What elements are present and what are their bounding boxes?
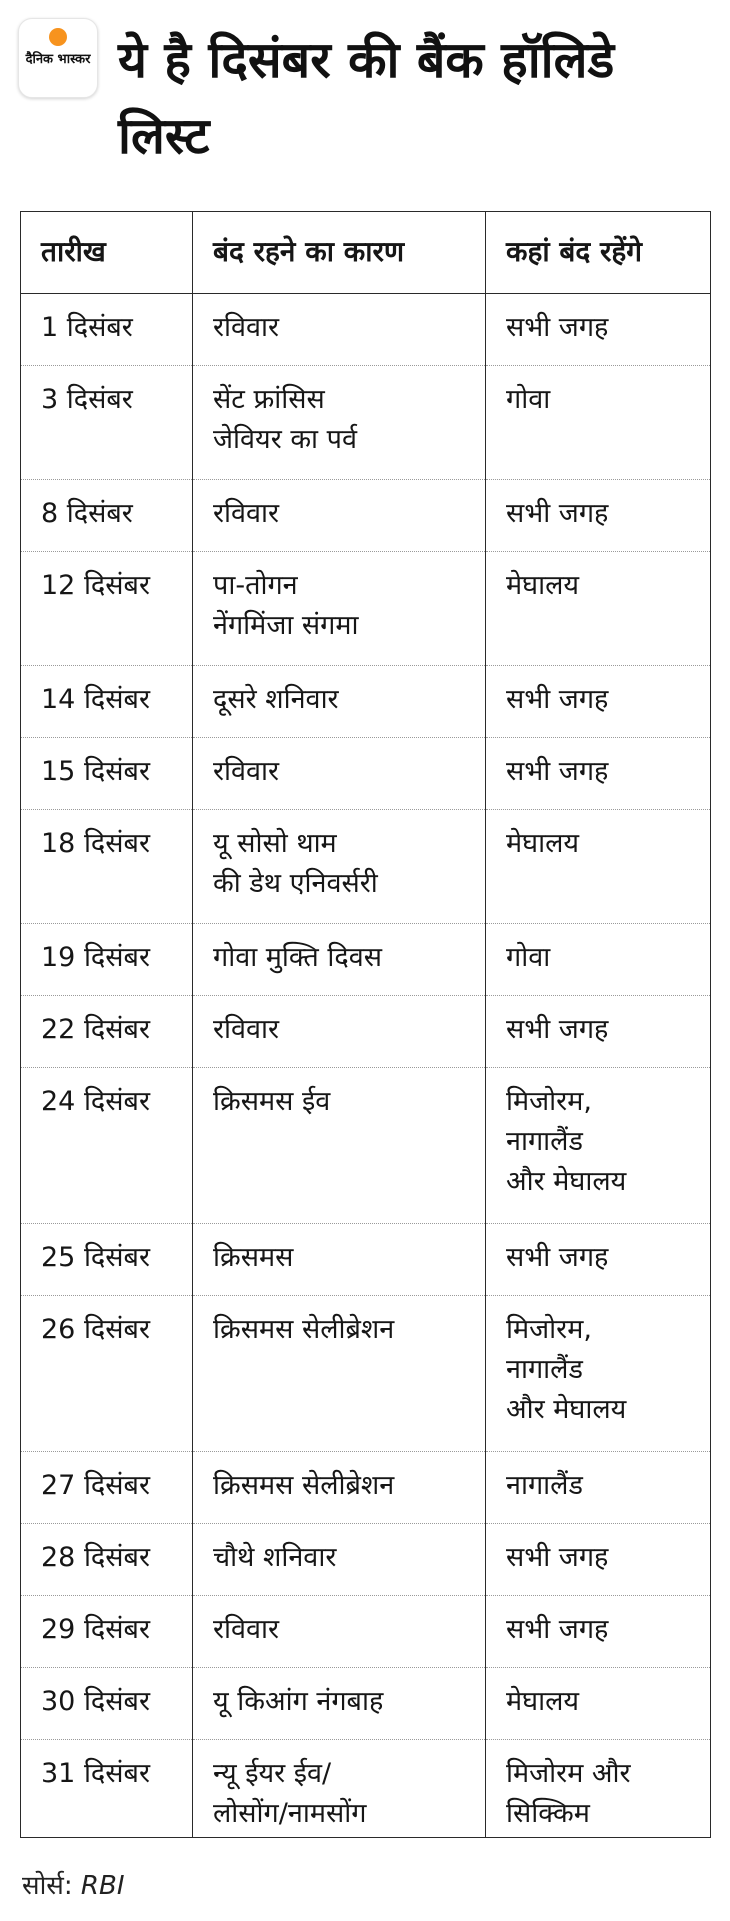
table-row [21,1452,711,1524]
cell-where [486,1740,711,1838]
header [0,0,730,208]
cell-reason [193,924,486,996]
cell-reason-line: यू किआंग नंगबाह [213,1686,384,1717]
cell-reason [193,666,486,738]
cell-where-line: मेघालय [506,570,580,601]
cell-where [486,738,711,810]
cell-where-line: मेघालय [506,828,580,859]
cell-where [486,924,711,996]
cell-date: 18 दिसंबर [21,810,193,924]
cell-where [486,1596,711,1668]
cell-reason [193,552,486,666]
table-row [21,738,711,810]
cell-reason-line: पा-तोगन [213,570,298,601]
cell-where-line: और मेघालय [506,1394,627,1425]
cell-where-line: मिजोरम, [506,1086,592,1117]
cell-where [486,996,711,1068]
cell-reason-line: नेंगमिंजा संगमा [213,610,359,641]
table-row [21,666,711,738]
cell-where-line: सभी जगह [506,498,609,529]
cell-date: 26 दिसंबर [21,1296,193,1452]
cell-reason-line: रविवार [213,756,280,787]
cell-where-line: सिक्किम [506,1798,590,1829]
cell-date: 31 दिसंबर [21,1740,193,1838]
cell-reason-line: क्रिसमस ईव [213,1086,331,1117]
table-row [21,366,711,480]
cell-where [486,1296,711,1452]
cell-reason-line: की डेथ एनिवर्सरी [213,868,378,899]
cell-where-line: नागालैंड [506,1126,583,1157]
cell-reason [193,1596,486,1668]
table-row [21,1224,711,1296]
cell-date: 29 दिसंबर [21,1596,193,1668]
cell-date: 25 दिसंबर [21,1224,193,1296]
source-name: RBI [80,1871,125,1901]
cell-reason-line: रविवार [213,1014,280,1045]
cell-date: 15 दिसंबर [21,738,193,810]
column-header-reason: बंद रहने का कारण [193,212,486,294]
cell-reason-line: रविवार [213,1614,280,1645]
cell-reason-line: दूसरे शनिवार [213,684,339,715]
cell-reason [193,1740,486,1838]
cell-where-line: सभी जगह [506,1542,609,1573]
column-header-date: तारीख [21,212,193,294]
cell-where [486,810,711,924]
cell-where [486,480,711,552]
table-row [21,294,711,366]
cell-reason [193,1524,486,1596]
cell-reason-line: क्रिसमस सेलीब्रेशन [213,1470,395,1501]
cell-where-line: मिजोरम और [506,1758,631,1789]
source-label: सोर्स: [22,1871,73,1901]
cell-where-line: नागालैंड [506,1354,583,1385]
cell-reason-line: लोसोंग/नामसोंग [213,1798,367,1829]
cell-where [486,552,711,666]
table-row [21,810,711,924]
cell-where-line: सभी जगह [506,1614,609,1645]
sun-dot-icon [49,28,67,46]
cell-date: 28 दिसंबर [21,1524,193,1596]
table-row [21,480,711,552]
cell-where-line: मिजोरम, [506,1314,592,1345]
cell-reason-line: चौथे शनिवार [213,1542,337,1573]
cell-reason [193,810,486,924]
cell-where-line: गोवा [506,942,551,973]
dainik-bhaskar-logo[interactable] [18,18,98,98]
cell-where-line: और मेघालय [506,1166,627,1197]
cell-reason [193,480,486,552]
logo-text: दैनिक भास्कर [25,52,91,67]
cell-reason [193,1224,486,1296]
cell-where-line: गोवा [506,384,551,415]
holiday-table [20,211,711,1838]
table-row [21,1596,711,1668]
cell-reason [193,738,486,810]
cell-where [486,1452,711,1524]
cell-reason [193,1068,486,1224]
cell-where-line: सभी जगह [506,312,609,343]
cell-where [486,294,711,366]
cell-reason-line: सेंट फ्रांसिस [213,384,325,415]
cell-reason [193,1668,486,1740]
table-row [21,1740,711,1838]
cell-date: 8 दिसंबर [21,480,193,552]
cell-where-line: सभी जगह [506,756,609,787]
table-row [21,1296,711,1452]
cell-where [486,1224,711,1296]
cell-date: 1 दिसंबर [21,294,193,366]
cell-reason-line: न्यू ईयर ईव/ [213,1758,332,1789]
table-row [21,1068,711,1224]
cell-reason [193,294,486,366]
cell-date: 14 दिसंबर [21,666,193,738]
cell-where [486,1068,711,1224]
cell-where-line: सभी जगह [506,1242,609,1273]
cell-reason [193,1452,486,1524]
cell-where-line: सभी जगह [506,684,609,715]
cell-date: 19 दिसंबर [21,924,193,996]
cell-where-line: मेघालय [506,1686,580,1717]
source-credit [22,1868,125,1904]
cell-reason [193,366,486,480]
cell-where [486,1668,711,1740]
cell-reason-line: क्रिसमस [213,1242,294,1273]
cell-date: 27 दिसंबर [21,1452,193,1524]
cell-reason [193,996,486,1068]
cell-where-line: नागालैंड [506,1470,583,1501]
table-row [21,552,711,666]
cell-reason-line: रविवार [213,498,280,529]
cell-date: 24 दिसंबर [21,1068,193,1224]
cell-where [486,1524,711,1596]
table-row [21,924,711,996]
cell-reason [193,1296,486,1452]
cell-date: 3 दिसंबर [21,366,193,480]
cell-where-line: सभी जगह [506,1014,609,1045]
cell-where [486,366,711,480]
table-header-row [21,212,711,294]
cell-reason-line: जेवियर का पर्व [213,424,357,455]
cell-date: 30 दिसंबर [21,1668,193,1740]
cell-date: 12 दिसंबर [21,552,193,666]
table-row [21,1668,711,1740]
cell-reason-line: यू सोसो थाम [213,828,337,859]
table-row [21,1524,711,1596]
table-row [21,996,711,1068]
cell-reason-line: क्रिसमस सेलीब्रेशन [213,1314,395,1345]
cell-reason-line: गोवा मुक्ति दिवस [213,942,382,973]
table-body [21,294,711,1838]
column-header-where: कहां बंद रहेंगे [486,212,711,294]
cell-where [486,666,711,738]
cell-date: 22 दिसंबर [21,996,193,1068]
page-title: ये है दिसंबर की बैंक हॉलिडे लिस्ट [118,31,615,165]
cell-reason-line: रविवार [213,312,280,343]
